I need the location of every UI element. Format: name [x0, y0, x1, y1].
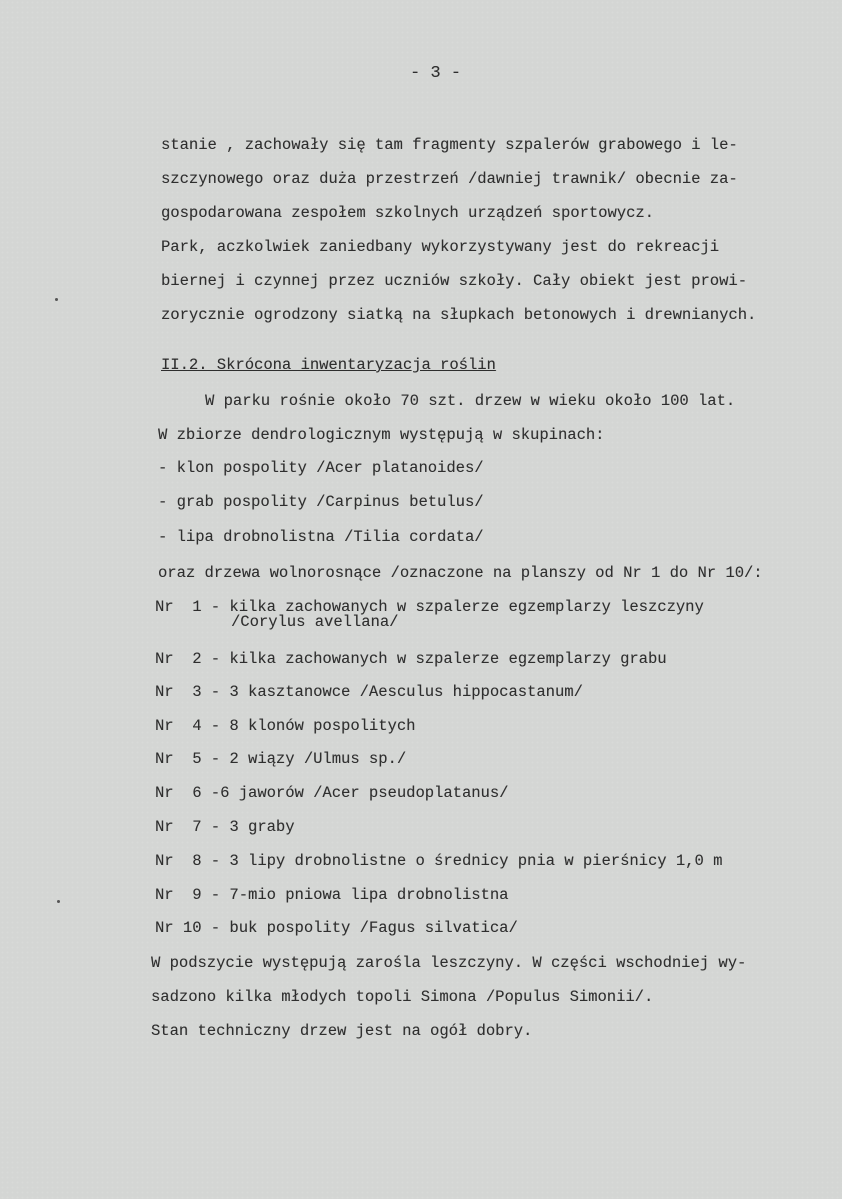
- paragraph-1-line-1: stanie , zachowały się tam fragmenty szpalerów grabowego i le-: [161, 136, 738, 154]
- tree-item-1: Nr 1 - kilka zachowanych w szpalerze egzemplarzy leszczyny: [155, 598, 704, 616]
- species-item-3: - lipa drobnolistna /Tilia cordata/: [158, 528, 484, 546]
- paragraph-1-line-3: gospodarowana zespołem szkolnych urządzeń sportowycz.: [161, 204, 654, 222]
- tree-item-1-continued: /Corylus avellana/: [231, 613, 399, 631]
- page-number: - 3 -: [410, 64, 462, 83]
- paragraph-1-line-4: Park, aczkolwiek zaniedbany wykorzystywany jest do rekreacji: [161, 238, 720, 256]
- section-heading: II.2. Skrócona inwentaryzacja roślin: [161, 356, 496, 374]
- tree-item-7: Nr 7 - 3 graby: [155, 818, 295, 836]
- paragraph-1-line-5: biernej i czynnej przez uczniów szkoły. Cały obiekt jest prowi-: [161, 272, 747, 290]
- lone-trees-line: oraz drzewa wolnorosnące /oznaczone na planszy od Nr 1 do Nr 10/:: [158, 564, 763, 582]
- tree-item-3: Nr 3 - 3 kasztanowce /Aesculus hippocastanum/: [155, 683, 583, 701]
- species-item-2: - grab pospolity /Carpinus betulus/: [158, 493, 484, 511]
- paragraph-1-line-2: szczynowego oraz duża przestrzeń /dawniej trawnik/ obecnie za-: [161, 170, 738, 188]
- closing-line-2: sadzono kilka młodych topoli Simona /Populus Simonii/.: [151, 988, 654, 1006]
- margin-dot: [55, 298, 58, 301]
- tree-item-9: Nr 9 - 7-mio pniowa lipa drobnolistna: [155, 886, 509, 904]
- tree-item-4: Nr 4 - 8 klonów pospolitych: [155, 717, 416, 735]
- tree-item-10: Nr 10 - buk pospolity /Fagus silvatica/: [155, 919, 518, 937]
- intro-line-1: W parku rośnie około 70 szt. drzew w wieku około 100 lat.: [205, 392, 736, 410]
- paragraph-1-line-6: zorycznie ogrodzony siatką na słupkach betonowych i drewnianych.: [161, 306, 757, 324]
- intro-line-2: W zbiorze dendrologicznym występują w skupinach:: [158, 426, 605, 444]
- tree-item-6: Nr 6 -6 jaworów /Acer pseudoplatanus/: [155, 784, 509, 802]
- species-item-1: - klon pospolity /Acer platanoides/: [158, 459, 484, 477]
- tree-item-2: Nr 2 - kilka zachowanych w szpalerze egzemplarzy grabu: [155, 650, 667, 668]
- margin-dot: [57, 900, 60, 903]
- tree-item-8: Nr 8 - 3 lipy drobnolistne o średnicy pnia w pierśnicy 1,0 m: [155, 852, 723, 870]
- closing-line-1: W podszycie występują zarośla leszczyny. W części wschodniej wy-: [151, 954, 747, 972]
- tree-item-5: Nr 5 - 2 wiązy /Ulmus sp./: [155, 750, 407, 768]
- closing-line-3: Stan techniczny drzew jest na ogół dobry.: [151, 1022, 533, 1040]
